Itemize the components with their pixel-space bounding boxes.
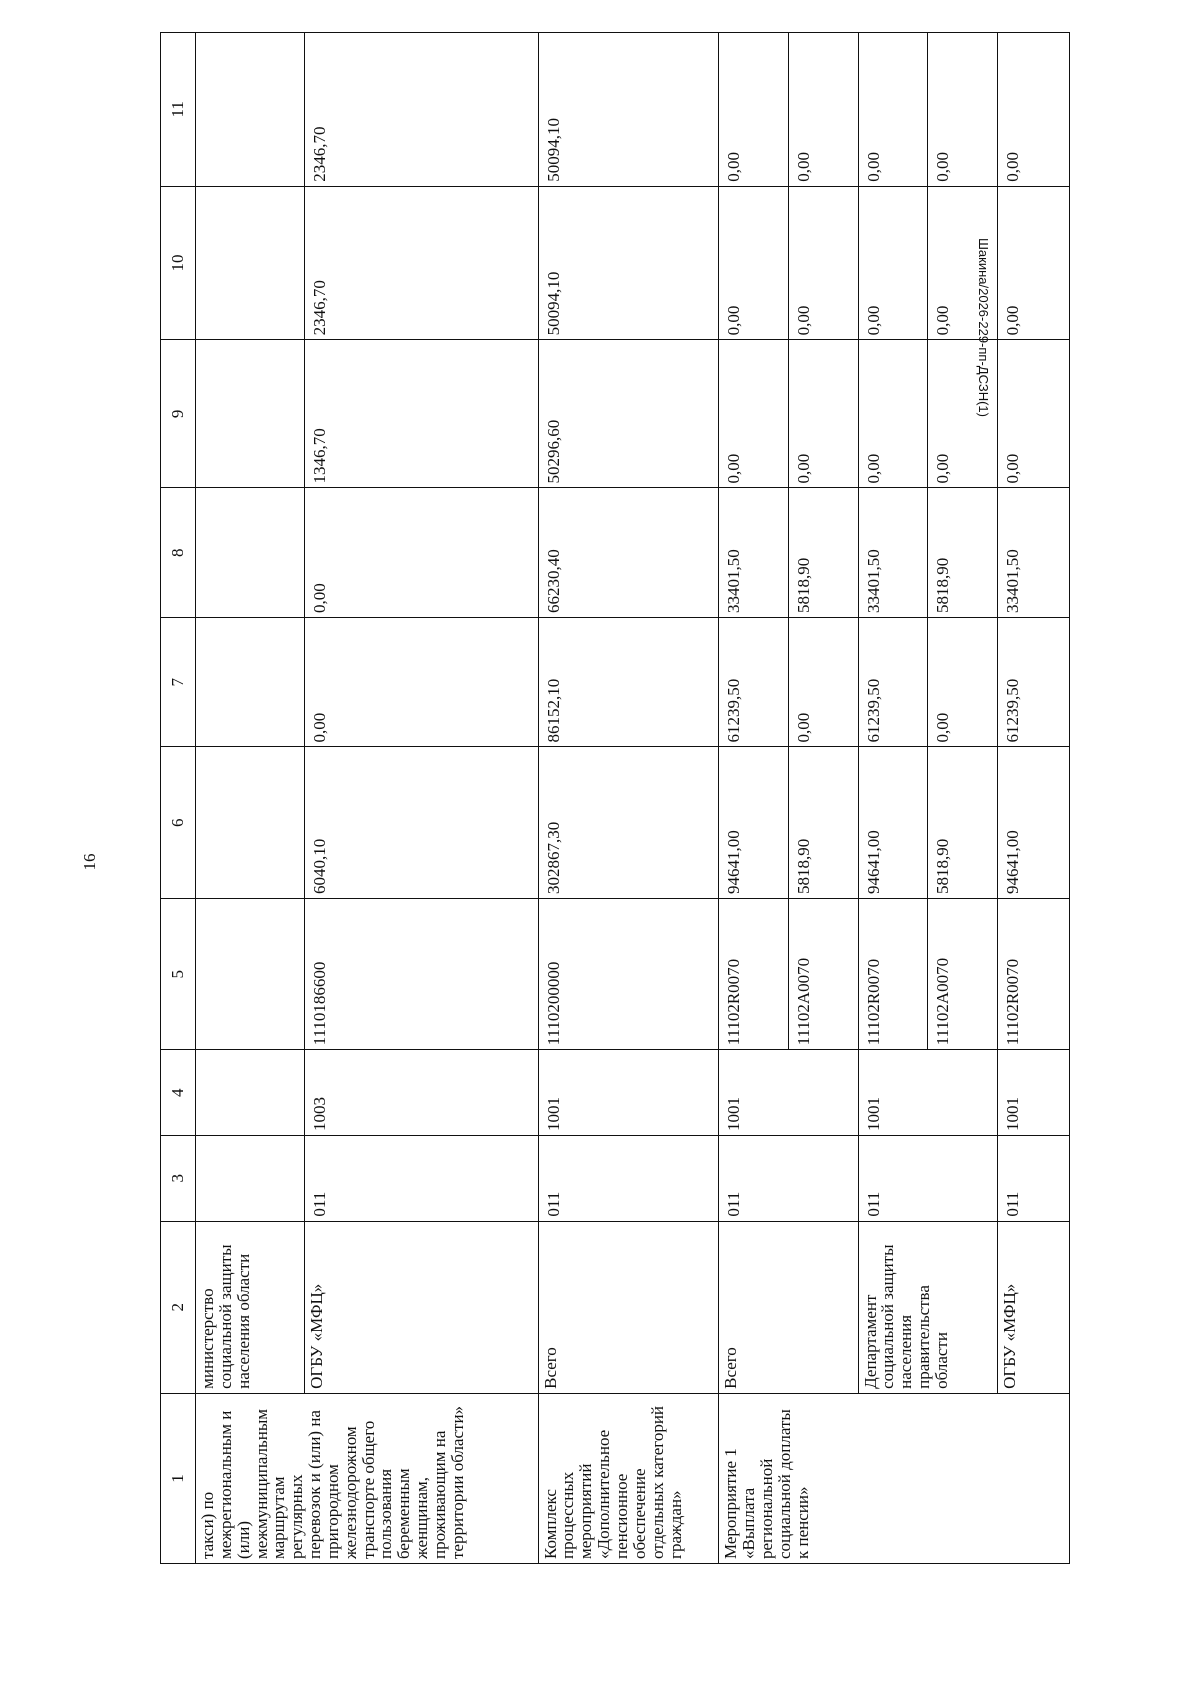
cell-value: 11102R0070 bbox=[858, 898, 928, 1049]
cell-value: 0,00 bbox=[928, 618, 998, 748]
cell-value: 0,00 bbox=[928, 186, 998, 340]
executor-cell: Департамент социальной защиты населения правительства области bbox=[858, 1221, 998, 1393]
cell-value: 0,00 bbox=[998, 33, 1070, 187]
cell-value: 0,00 bbox=[788, 340, 858, 488]
cell-value: 94641,00 bbox=[719, 747, 789, 898]
document-footer-code: Шакина/2026-229-пп-ДСЗН(1) bbox=[976, 238, 991, 417]
cell-value: 0,00 bbox=[928, 340, 998, 488]
page-number: 16 bbox=[80, 853, 99, 871]
cell-value: 61239,50 bbox=[858, 618, 928, 748]
cell-value: 5818,90 bbox=[788, 747, 858, 898]
cell-value: 0,00 bbox=[998, 186, 1070, 340]
cell-value: 011 bbox=[858, 1136, 998, 1222]
row-title-text: такси) по межрегиональным и (или) межмуниципальным маршрутам регулярных перевозок и (или) на пригородном железнодорожном транспорте общего пользования беременным женщинам, проживающим на территории области» bbox=[198, 1405, 467, 1559]
cell-value: 0,00 bbox=[998, 340, 1070, 488]
cell-value bbox=[196, 1050, 305, 1136]
executor-cell: Всего bbox=[538, 1221, 719, 1393]
table-row bbox=[858, 33, 928, 1564]
cell-value: 0,00 bbox=[928, 33, 998, 187]
executor-cell: ОГБУ «МФЦ» bbox=[304, 1221, 538, 1393]
cell-value: 1001 bbox=[858, 1050, 998, 1136]
column-header: 5 bbox=[161, 898, 196, 1049]
row-title-cell: Комплекс процессных мероприятий «Дополнительное пенсионное обеспечение отдельных категорий граждан» bbox=[538, 1393, 719, 1563]
cell-value: 6040,10 bbox=[304, 747, 538, 898]
executor-cell: ОГБУ «МФЦ» bbox=[998, 1221, 1070, 1393]
column-header: 3 bbox=[161, 1136, 196, 1222]
cell-value: 0,00 bbox=[788, 618, 858, 748]
column-header: 7 bbox=[161, 618, 196, 748]
cell-value: 011 bbox=[719, 1136, 859, 1222]
cell-value: 11102R0070 bbox=[719, 898, 789, 1049]
cell-value: 1110186600 bbox=[304, 898, 538, 1049]
cell-value: 0,00 bbox=[719, 340, 789, 488]
cell-value: 0,00 bbox=[719, 33, 789, 187]
cell-value: 0,00 bbox=[858, 186, 928, 340]
table-row bbox=[998, 33, 1070, 1564]
executor-cell: министерство социальной защиты населения области bbox=[196, 1221, 305, 1393]
table-row bbox=[719, 33, 789, 1564]
cell-value bbox=[196, 618, 305, 748]
cell-value: 11102А0070 bbox=[788, 898, 858, 1049]
table-row bbox=[304, 33, 538, 1564]
cell-value bbox=[196, 340, 305, 488]
cell-value: 0,00 bbox=[788, 186, 858, 340]
column-header: 2 bbox=[161, 1221, 196, 1393]
column-header: 6 bbox=[161, 747, 196, 898]
row-title-cell: Мероприятие 1 «Выплата региональной социальной доплаты к пенсии» bbox=[719, 1393, 1070, 1563]
cell-value: 0,00 bbox=[719, 186, 789, 340]
cell-value: 0,00 bbox=[304, 618, 538, 748]
cell-value: 0,00 bbox=[858, 340, 928, 488]
cell-value: 94641,00 bbox=[858, 747, 928, 898]
cell-value bbox=[196, 33, 305, 187]
cell-value bbox=[196, 186, 305, 340]
cell-value: 2346,70 bbox=[304, 33, 538, 187]
column-header: 11 bbox=[161, 33, 196, 187]
cell-value bbox=[196, 898, 305, 1049]
cell-value: 1346,70 bbox=[304, 340, 538, 488]
cell-value: 5818,90 bbox=[928, 747, 998, 898]
column-header: 9 bbox=[161, 340, 196, 488]
cell-value: 33401,50 bbox=[998, 488, 1070, 618]
row-title-cell bbox=[196, 1393, 539, 1563]
cell-value: 0,00 bbox=[858, 33, 928, 187]
column-header-row bbox=[161, 33, 196, 1564]
cell-value: 011 bbox=[304, 1136, 538, 1222]
cell-value: 0,00 bbox=[304, 488, 538, 618]
cell-value: 5818,90 bbox=[928, 488, 998, 618]
cell-value: 33401,50 bbox=[858, 488, 928, 618]
cell-value: 2346,70 bbox=[304, 186, 538, 340]
table-row bbox=[538, 33, 719, 1564]
cell-value: 50094,10 bbox=[538, 186, 719, 340]
cell-value: 33401,50 bbox=[719, 488, 789, 618]
cell-value: 1001 bbox=[719, 1050, 859, 1136]
column-header: 1 bbox=[161, 1393, 196, 1563]
cell-value: 86152,10 bbox=[538, 618, 719, 748]
cell-value: 66230,40 bbox=[538, 488, 719, 618]
cell-value: 011 bbox=[538, 1136, 719, 1222]
cell-value: 50094,10 bbox=[538, 33, 719, 187]
cell-value: 11102А0070 bbox=[928, 898, 998, 1049]
cell-value: 302867,30 bbox=[538, 747, 719, 898]
rotated-table-wrapper bbox=[160, 32, 1070, 1564]
cell-value bbox=[196, 488, 305, 618]
cell-value: 11102R0070 bbox=[998, 898, 1070, 1049]
cell-value: 50296,60 bbox=[538, 340, 719, 488]
cell-value: 1001 bbox=[998, 1050, 1070, 1136]
column-header: 10 bbox=[161, 186, 196, 340]
table-row bbox=[196, 33, 305, 1564]
cell-value bbox=[196, 1136, 305, 1222]
executor-cell: Всего bbox=[719, 1221, 859, 1393]
cell-value: 61239,50 bbox=[719, 618, 789, 748]
cell-value: 0,00 bbox=[788, 33, 858, 187]
cell-value: 1110200000 bbox=[538, 898, 719, 1049]
column-header: 8 bbox=[161, 488, 196, 618]
cell-value: 61239,50 bbox=[998, 618, 1070, 748]
column-header: 4 bbox=[161, 1050, 196, 1136]
cell-value bbox=[196, 747, 305, 898]
budget-table bbox=[160, 32, 1070, 1564]
cell-value: 94641,00 bbox=[998, 747, 1070, 898]
cell-value: 5818,90 bbox=[788, 488, 858, 618]
cell-value: 1001 bbox=[538, 1050, 719, 1136]
cell-value: 011 bbox=[998, 1136, 1070, 1222]
cell-value: 1003 bbox=[304, 1050, 538, 1136]
